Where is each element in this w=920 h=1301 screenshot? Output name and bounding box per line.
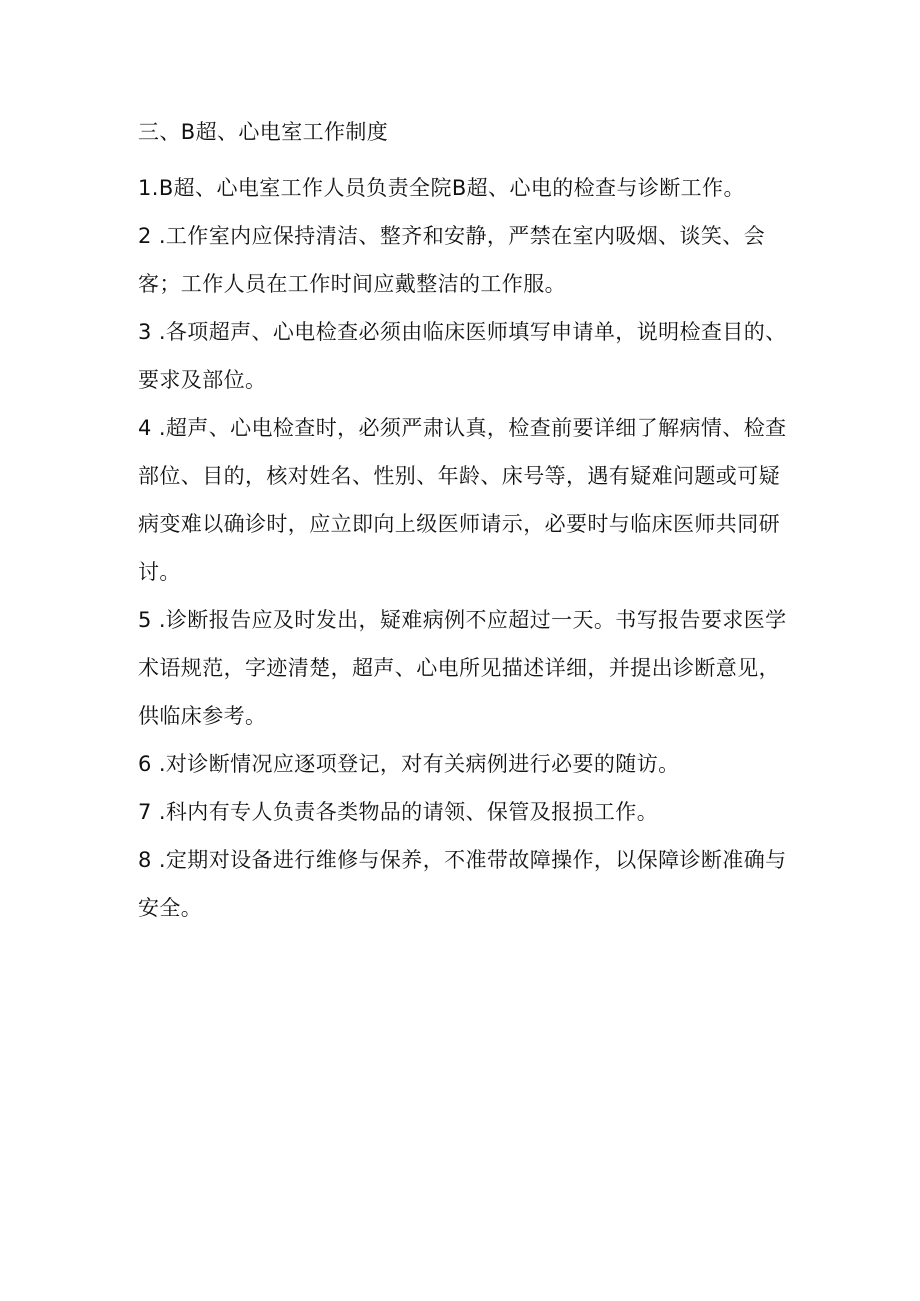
rule-item-4: 4 .超声、心电检查时，必须严肃认真，检查前要详细了解病情、检查部位、目的，核对姓名、性别、年龄、床号等，遇有疑难问题或可疑病变难以确诊时，应立即向上级医师请示，必要时与临床医师共同研讨。 (138, 416, 787, 584)
rule-item-1: 1.B超、心电室工作人员负责全院B超、心电的检查与诊断工作。 (138, 176, 745, 200)
document-body (138, 112, 798, 932)
section-heading: 三、B超、心电室工作制度 (138, 120, 389, 144)
rule-item-5: 5 .诊断报告应及时发出，疑难病例不应超过一天。书写报告要求医学术语规范，字迹清楚，超声、心电所见描述详细，并提出诊断意见，供临床参考。 (138, 608, 787, 728)
rule-item-8: 8 .定期对设备进行维修与保养，不准带故障操作，以保障诊断准确与安全。 (138, 848, 787, 920)
rule-item-2: 2 .工作室内应保持清洁、整齐和安静，严禁在室内吸烟、谈笑、会客；工作人员在工作时间应戴整洁的工作服。 (138, 224, 766, 296)
rule-item-3: 3 .各项超声、心电检查必须由临床医师填写申请单，说明检查目的、要求及部位。 (138, 320, 787, 392)
rule-item-7: 7 .科内有专人负责各类物品的请领、保管及报损工作。 (138, 800, 659, 824)
rule-item-6: 6 .对诊断情况应逐项登记，对有关病例进行必要的随访。 (138, 752, 680, 776)
